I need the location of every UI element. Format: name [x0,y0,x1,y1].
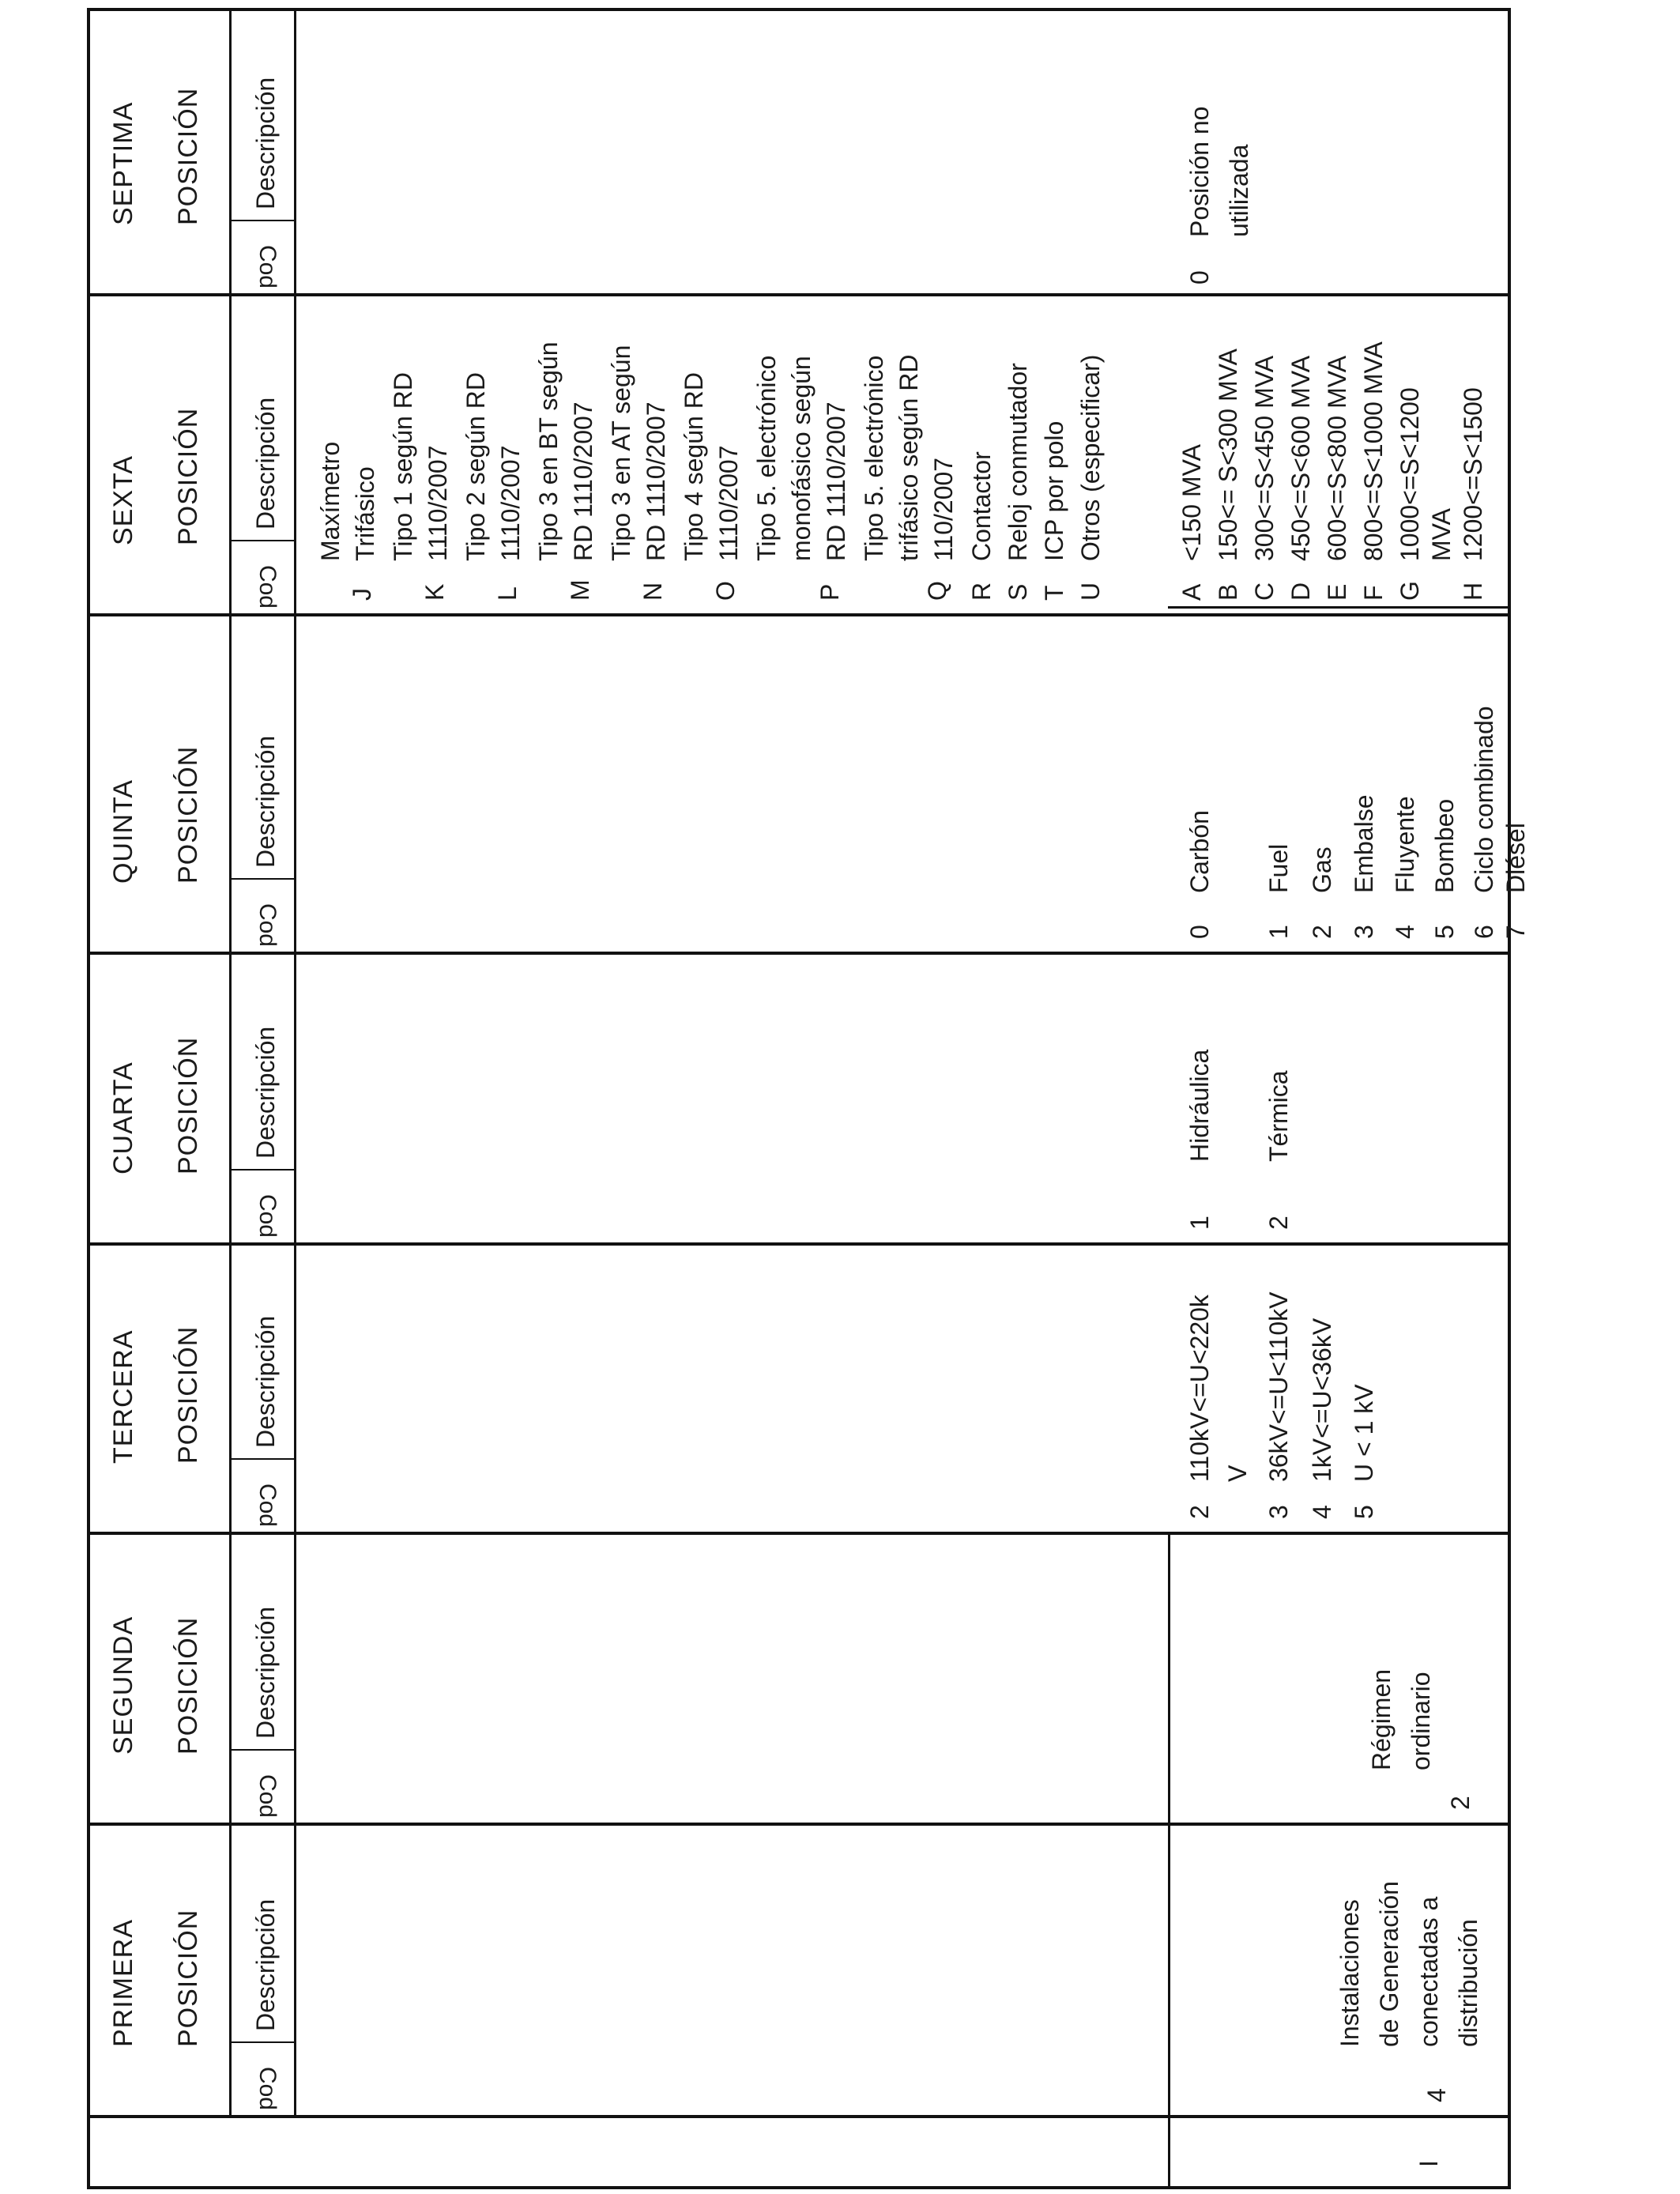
tercera-desc: U < 1 kV [1350,1384,1378,1482]
quinta-desc: Bombeo [1430,798,1459,893]
sexta-desc: 1110/2007 [496,445,525,561]
section-divider [1168,1535,1170,2189]
sexta-cod: Q [923,581,951,601]
header-posicion-segunda: POSICIÓN [173,1616,203,1755]
tercera-cod: 4 [1308,1505,1336,1519]
tercera-desc: 36kV<=U<110kV [1264,1291,1293,1482]
sexta-desc: trifásico según RD [895,354,923,561]
tercera-desc: V [1223,1465,1252,1482]
sexta-cod: G [1396,581,1424,601]
header-cod-septima: Cod [254,244,281,288]
sexta-desc: Trifásico [351,466,379,561]
sexta-desc: 1110/2007 [714,445,743,561]
sexta-cod: J [348,588,376,601]
column-divider [87,1242,1511,1246]
cod-desc-divider [229,220,294,221]
segunda-cod: 2 [1446,1796,1475,1810]
sexta-desc: 800<=S<1000 MVA [1359,341,1388,561]
sexta-desc: 1000<=S<1200 [1396,387,1424,561]
sexta-cod: M [566,579,594,601]
quinta-desc: Diésel [1501,823,1530,893]
sexta-desc: RD 1110/2007 [569,401,597,561]
header-tercera: TERCERA [108,1329,138,1464]
sexta-cod: K [420,583,449,601]
header-quinta: QUINTA [108,779,138,884]
sexta-desc: <150 MVA [1177,444,1206,561]
cuarta-desc: Térmica [1264,1070,1293,1162]
codes-table [87,8,1530,2189]
primera-desc: conectadas a [1414,1896,1443,2047]
sexta-cod: S [1004,583,1032,601]
sexta-cod: B [1214,583,1242,601]
sexta-desc: Otros (especificar) [1076,354,1105,561]
column-divider [87,613,1511,616]
header-posicion-quinta: POSICIÓN [173,745,203,884]
septima-desc: utilizada [1225,144,1253,237]
cod-desc-divider [229,878,294,880]
column-divider [87,1532,1511,1535]
header-desc-segunda: Descripción [251,1606,280,1739]
header-desc-primera: Descripción [251,1898,280,2031]
primera-cod: 4 [1422,2088,1451,2102]
sexta-desc: 1200<=S<1500 [1459,387,1487,561]
quinta-cod: 2 [1308,925,1336,939]
header-cuarta: CUARTA [108,1061,138,1174]
header-posicion-tercera: POSICIÓN [173,1325,203,1464]
sexta-cod: O [711,581,740,601]
quinta-cod: 0 [1185,925,1214,939]
column-divider [87,293,1511,296]
header-row-divider [229,8,232,2118]
tercera-cod: 5 [1350,1505,1378,1519]
quinta-desc: Fluyente [1391,796,1419,893]
header-cod-quinta: Cod [254,903,281,947]
sexta-divider [1168,606,1511,609]
row-letter: I [1414,2160,1443,2167]
header-posicion-septima: POSICIÓN [173,87,203,225]
tercera-cod: 2 [1185,1505,1214,1519]
header-desc-quinta: Descripción [251,735,280,868]
header-posicion-cuarta: POSICIÓN [173,1036,203,1174]
cuarta-cod: 2 [1264,1216,1293,1230]
cod-desc-divider [229,1749,294,1751]
sexta-desc: 1110/2007 [424,445,452,561]
sexta-cod: E [1323,583,1351,601]
header-sexta: SEXTA [108,455,138,545]
sexta-cod: A [1177,583,1206,601]
sexta-desc: ICP por polo [1040,420,1068,561]
quinta-desc: Ciclo combinado [1470,706,1498,893]
cod-desc-divider [229,1169,294,1171]
sexta-desc: 110/2007 [929,457,958,561]
segunda-desc: Régimen [1367,1668,1396,1770]
quinta-desc: Embalse [1350,794,1378,893]
header-desc-cuarta: Descripción [251,1026,280,1159]
quinta-cod: 6 [1470,925,1498,939]
table-border-bottom [1508,8,1511,2189]
sexta-desc: Reloj conmutador [1004,363,1032,561]
tercera-desc: 110kV<=U<220k [1185,1295,1214,1482]
cuarta-cod: 1 [1185,1216,1214,1230]
header-septima: SEPTIMA [108,101,138,225]
header-cod-sexta: Cod [254,564,281,609]
primera-desc: de Generación [1375,1881,1403,2047]
sexta-desc: RD 1110/2007 [822,401,850,561]
sexta-desc: 600<=S<800 MVA [1323,355,1351,561]
tercera-desc: 1kV<=U<36kV [1308,1318,1336,1482]
table-border-right [87,8,1511,11]
tercera-cod: 3 [1264,1505,1293,1519]
septima-cod: 0 [1185,270,1214,285]
table-border-top [87,8,90,2189]
sexta-desc: 150<= S<300 MVA [1214,349,1242,561]
sexta-cod: H [1459,582,1487,601]
sexta-desc: 300<=S<450 MVA [1250,355,1279,561]
sexta-cod: F [1359,585,1388,601]
sexta-cod: C [1250,582,1279,601]
header-cod-cuarta: Cod [254,1193,281,1238]
quinta-cod: 1 [1264,925,1293,939]
sexta-cod: T [1040,585,1068,601]
quinta-desc: Fuel [1264,843,1293,893]
cod-desc-divider [229,2041,294,2043]
primera-desc: Instalaciones [1335,1899,1364,2047]
sexta-desc: Tipo 3 en AT según [607,345,635,561]
sexta-cod: N [638,582,667,601]
column-divider [87,2115,1511,2118]
sexta-cod: L [493,586,522,601]
column-divider [87,952,1511,955]
septima-desc: Posición no [1185,106,1214,237]
cuarta-desc: Hidráulica [1185,1049,1214,1162]
quinta-cod: 3 [1350,925,1378,939]
sexta-desc: Contactor [967,451,996,561]
segunda-desc: ordinario [1407,1672,1435,1770]
quinta-cod: 7 [1501,925,1530,939]
quinta-cod: 4 [1391,925,1419,939]
header-posicion-primera: POSICIÓN [173,1909,203,2047]
header-desc-septima: Descripción [251,77,280,209]
header-segunda: SEGUNDA [108,1615,138,1755]
sexta-desc: Maxímetro [316,441,345,561]
header-cod-primera: Cod [254,2066,281,2110]
cod-desc-divider [229,1458,294,1460]
header-desc-sexta: Descripción [251,397,280,530]
sexta-desc: Tipo 1 según RD [389,372,417,561]
sexta-desc: monofásico según [787,356,816,561]
sexta-cod: D [1286,582,1315,601]
header-cod-tercera: Cod [254,1483,281,1527]
sexta-desc: 450<=S<600 MVA [1286,355,1315,561]
quinta-cod: 5 [1430,925,1459,939]
sexta-desc: Tipo 5. electrónico [752,355,781,561]
sexta-desc: Tipo 5. electrónico [860,355,888,561]
sexta-desc: Tipo 3 en BT según [534,341,563,561]
sexta-cod: U [1076,582,1105,601]
sexta-desc: RD 1110/2007 [642,401,670,561]
quinta-desc: Gas [1308,846,1336,893]
header-primera: PRIMERA [108,1919,138,2047]
cod-desc-divider [229,540,294,541]
sexta-desc: Tipo 2 según RD [461,372,490,561]
sexta-desc: Tipo 4 según RD [680,372,708,561]
header-posicion-sexta: POSICIÓN [173,407,203,545]
column-divider [87,1823,1511,1826]
table-border-left [87,2186,1511,2189]
subheader-row-divider [294,8,296,2118]
sexta-cod: P [816,583,844,601]
primera-desc: distribución [1454,1919,1482,2047]
header-desc-tercera: Descripción [251,1315,280,1448]
quinta-desc: Carbón [1185,810,1214,893]
header-cod-segunda: Cod [254,1774,281,1818]
sexta-cod: R [967,582,996,601]
sexta-desc: MVA [1427,508,1456,561]
